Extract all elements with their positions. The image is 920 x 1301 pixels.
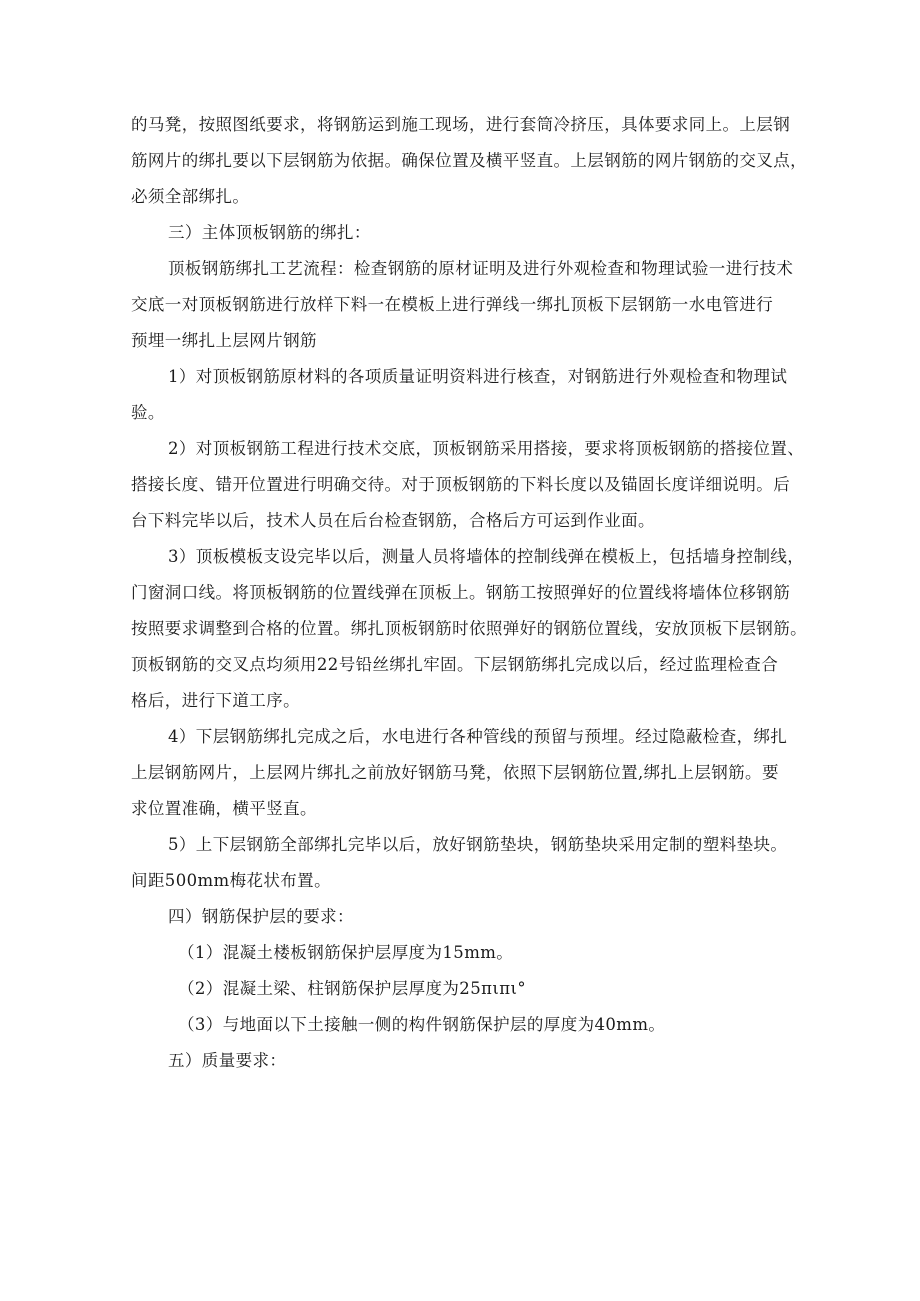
section-heading: 三）主体顶板钢筋的绑扎： xyxy=(168,223,371,242)
paragraph-line: 上层钢筋网片，上层网片绑扎之前放好钢筋马凳，依照下层钢筋位置,绑扎上层钢筋。要 xyxy=(131,763,779,782)
paragraph-line: 顶板钢筋绑扎工艺流程：检查钢筋的原材证明及进行外观检查和物理试验一进行技术 xyxy=(168,259,794,278)
section-heading: 四）钢筋保护层的要求： xyxy=(168,907,354,926)
paragraph-line: 求位置准确，横平竖直。 xyxy=(131,799,317,818)
paragraph-line: 5）上下层钢筋全部绑扎完毕以后，放好钢筋垫块，钢筋垫块采用定制的塑料垫块。 xyxy=(168,835,788,854)
paragraph-line: 预埋一绑扎上层网片钢筋 xyxy=(131,331,317,350)
paragraph-line: 验。 xyxy=(131,403,165,422)
paragraph-line: 间距500mm梅花状布置。 xyxy=(131,871,331,890)
paragraph-line: 必须全部绑扎。 xyxy=(131,187,250,206)
paragraph-line: 的马凳，按照图纸要求，将钢筋运到施工现场，进行套筒冷挤压，具体要求同上。上层钢 xyxy=(131,115,791,134)
paragraph-line: 台下料完毕以后，技术人员在后台检查钢筋，合格后方可运到作业面。 xyxy=(131,511,655,530)
paragraph-line: 格后，进行下道工序。 xyxy=(131,691,300,710)
section-heading: 五）质量要求： xyxy=(168,1051,287,1070)
list-item: （2）混凝土梁、柱钢筋保护层厚度为25πιπι° xyxy=(178,979,526,998)
paragraph-line: 搭接长度、错开位置进行明确交待。对于顶板钢筋的下料长度以及锚固长度详细说明。后 xyxy=(131,475,791,494)
paragraph-line: 2）对顶板钢筋工程进行技术交底，顶板钢筋采用搭接，要求将顶板钢筋的搭接位置、 xyxy=(168,439,805,458)
list-item: （1）混凝土楼板钢筋保护层厚度为15mm。 xyxy=(178,943,514,962)
paragraph-line: 3）顶板模板支设完毕以后，测量人员将墙体的控制线弹在模板上，包括墙身控制线， xyxy=(168,547,805,566)
list-item: （3）与地面以下土接触一侧的构件钢筋保护层的厚度为40mm。 xyxy=(178,1015,666,1034)
paragraph-line: 门窗洞口线。将顶板钢筋的位置线弹在顶板上。钢筋工按照弹好的位置线将墙体位移钢筋 xyxy=(131,583,791,602)
paragraph-line: 顶板钢筋的交叉点均须用22号铅丝绑扎牢固。下层钢筋绑扎完成以后，经过监理检查合 xyxy=(131,655,779,674)
paragraph-line: 筋网片的绑扎要以下层钢筋为依据。确保位置及横平竖直。上层钢筋的网片钢筋的交叉点， xyxy=(131,151,807,170)
paragraph-line: 按照要求调整到合格的位置。绑扎顶板钢筋时依照弹好的钢筋位置线，安放顶板下层钢筋。 xyxy=(131,619,807,638)
paragraph-line: 1）对顶板钢筋原材料的各项质量证明资料进行核查，对钢筋进行外观检查和物理试 xyxy=(168,367,788,386)
paragraph-line: 交底一对顶板钢筋进行放样下料一在模板上进行弹线一绑扎顶板下层钢筋一水电管进行 xyxy=(131,295,774,314)
paragraph-line: 4）下层钢筋绑扎完成之后，水电进行各种管线的预留与预埋。经过隐蔽检查，绑扎 xyxy=(168,727,788,746)
